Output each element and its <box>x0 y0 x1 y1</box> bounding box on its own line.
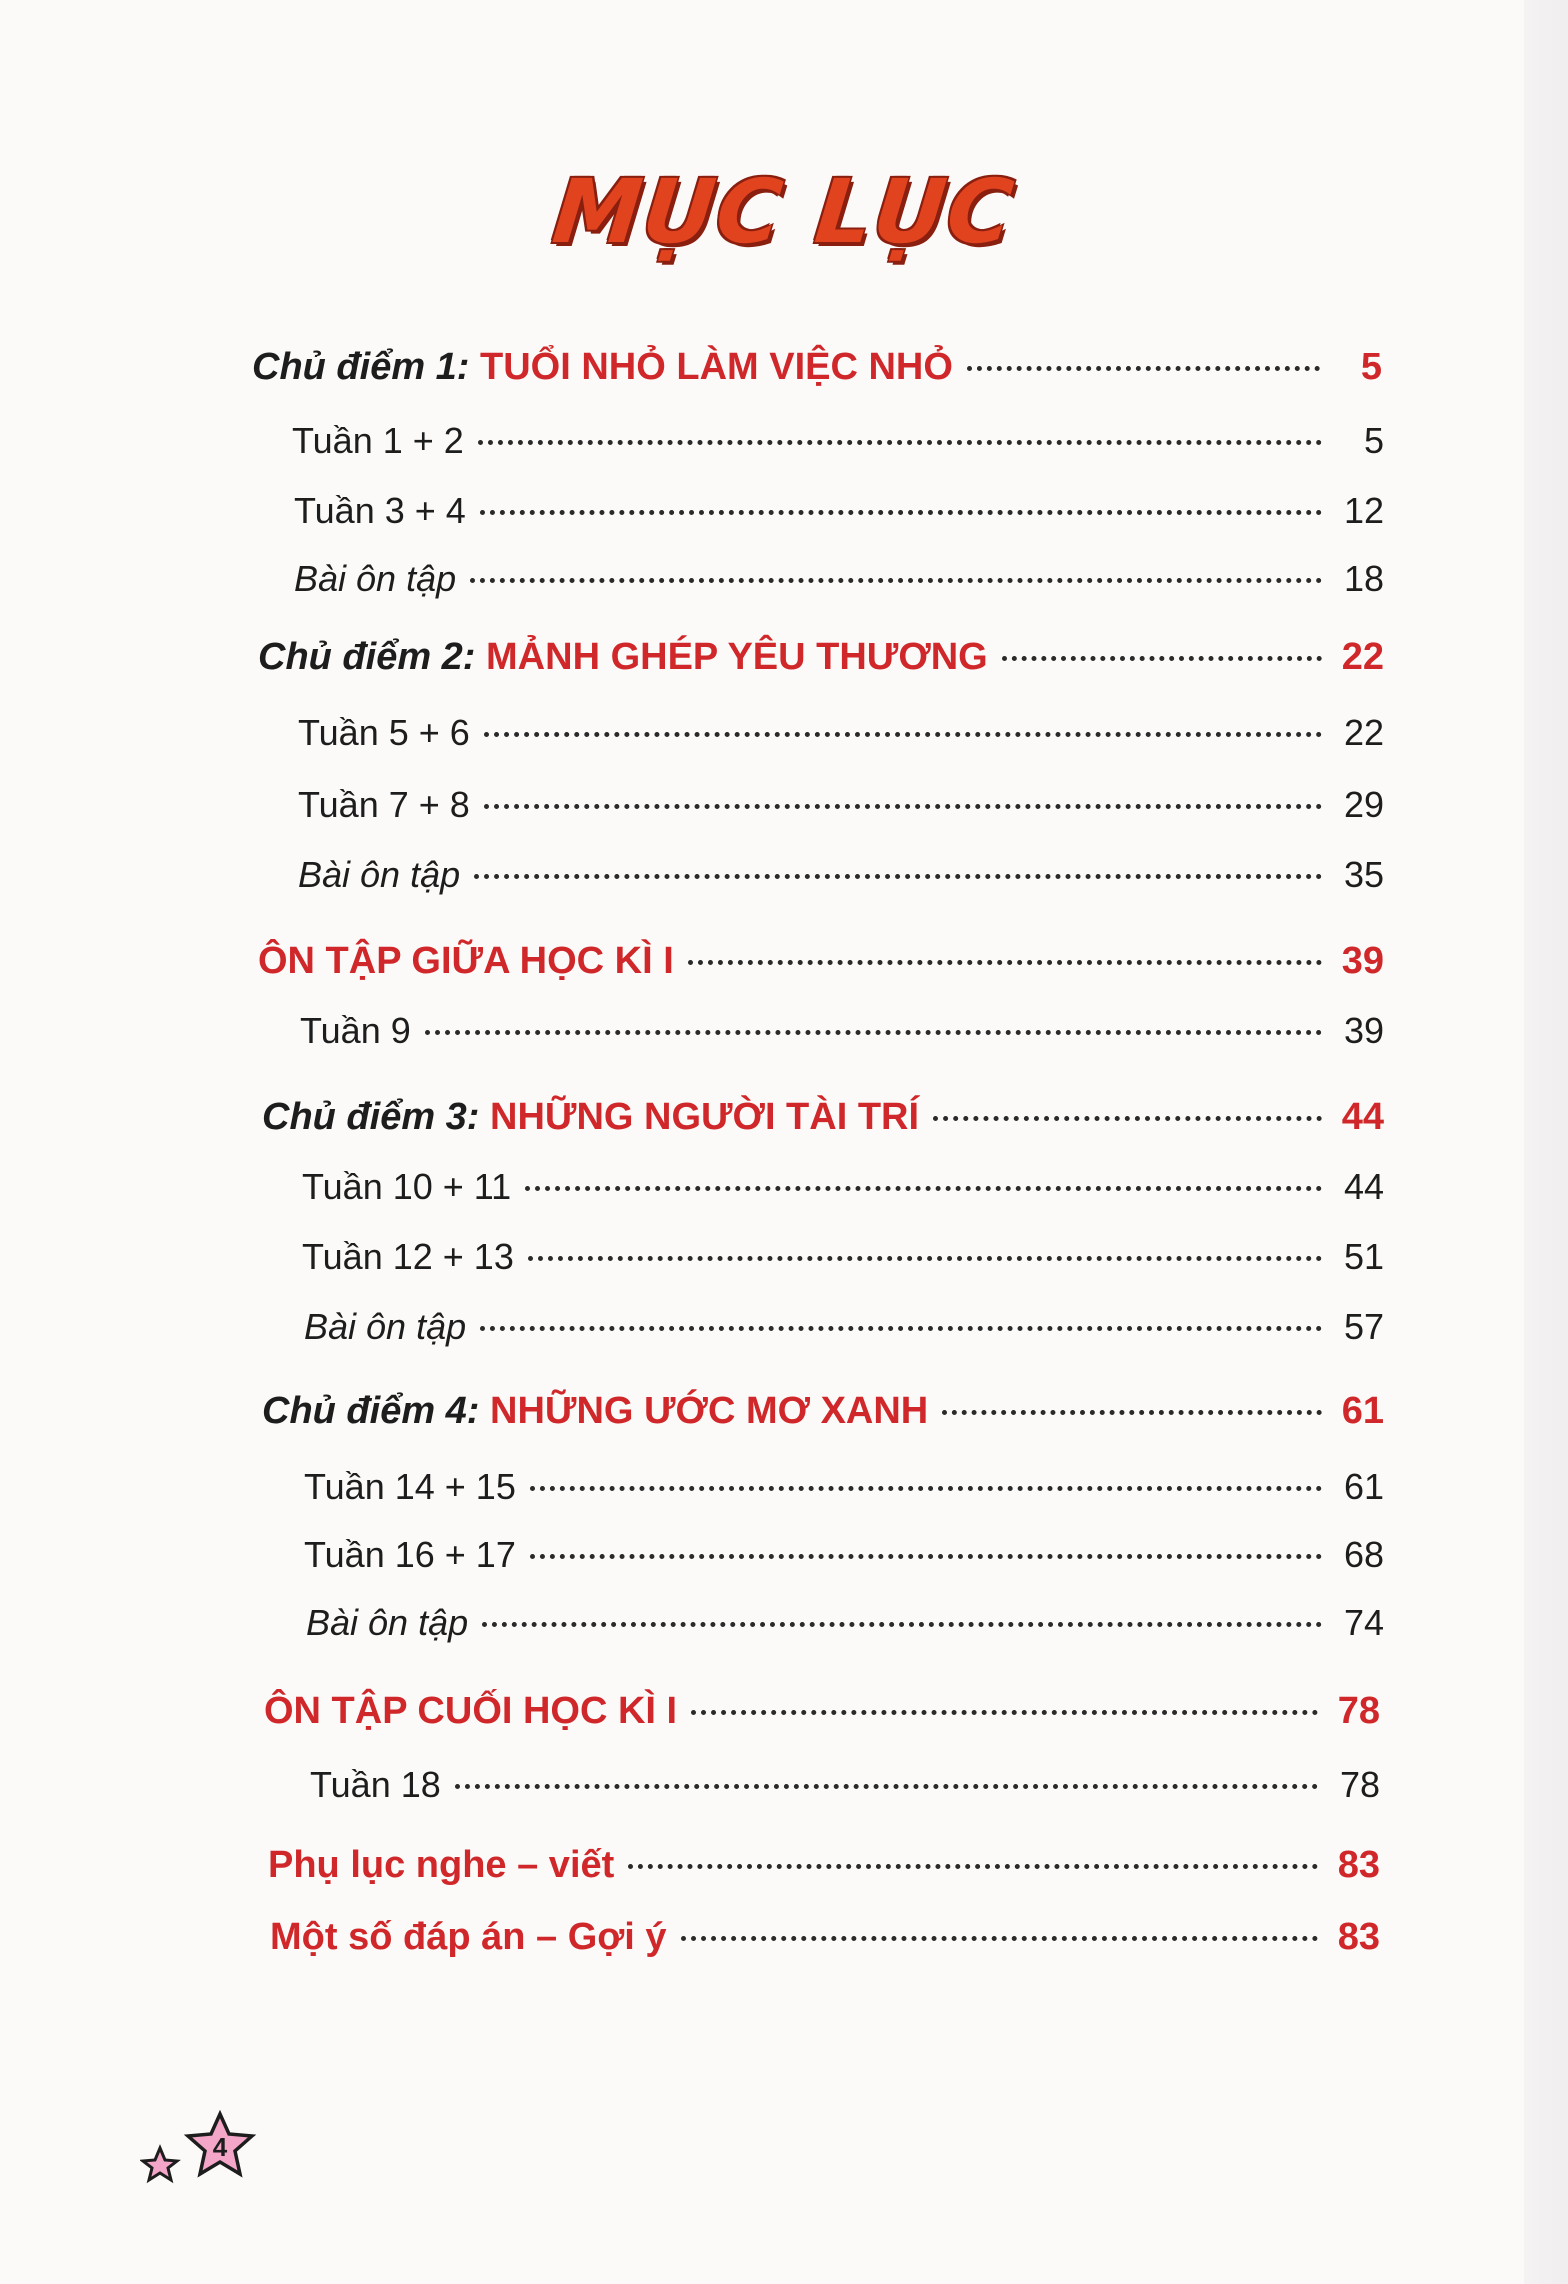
toc-entry[interactable] <box>298 784 1384 832</box>
page-number: 74 <box>1343 1602 1384 1643</box>
entry-label: Bài ôn tập <box>294 558 457 599</box>
dot-leader <box>942 1410 1322 1415</box>
chapter-name: ÔN TẬP GIỮA HỌC KÌ I <box>258 940 674 982</box>
chapter-name: Phụ lục nghe – viết <box>268 1844 615 1886</box>
page-number: 4 <box>212 2132 228 2162</box>
toc-entry[interactable] <box>304 1306 1384 1354</box>
page-edge <box>1524 0 1568 2284</box>
dot-leader <box>1002 656 1322 661</box>
page-number: 12 <box>1343 490 1384 531</box>
chapter-name: MẢNH GHÉP YÊU THƯƠNG <box>486 636 988 678</box>
entry-label: Tuần 12 + 13 <box>302 1236 514 1277</box>
dot-leader <box>480 1326 1322 1331</box>
toc-entry[interactable] <box>300 1010 1384 1058</box>
entry-label: Bài ôn tập <box>304 1306 467 1347</box>
entry-label: Tuần 10 + 11 <box>302 1166 512 1207</box>
toc-entry[interactable] <box>302 1236 1384 1284</box>
toc-entry[interactable] <box>294 490 1384 538</box>
page-number: 68 <box>1343 1534 1384 1575</box>
entry-label: Bài ôn tập <box>298 854 461 895</box>
toc-appendix-dictation[interactable] <box>268 1844 1380 1892</box>
dot-leader <box>628 1864 1318 1869</box>
page-number: 22 <box>1343 712 1384 753</box>
dot-leader <box>484 804 1322 809</box>
dot-leader <box>482 1622 1322 1627</box>
page-number: 44 <box>1343 1166 1384 1207</box>
page-number: 29 <box>1343 784 1384 825</box>
entry-label: Tuần 3 + 4 <box>294 490 466 531</box>
toc-entry[interactable] <box>294 558 1384 606</box>
dot-leader <box>474 874 1322 879</box>
chapter-name: TUỔI NHỎ LÀM VIỆC NHỎ <box>480 346 953 388</box>
chapter-prefix: Chủ điểm 1: <box>252 346 470 388</box>
chapter-name: NHỮNG ƯỚC MƠ XANH <box>490 1390 929 1432</box>
toc-entry[interactable] <box>298 712 1384 760</box>
page-title: MỤC LỤC <box>548 160 1020 263</box>
dot-leader <box>530 1486 1322 1491</box>
dot-leader <box>484 732 1322 737</box>
toc-appendix-answers[interactable] <box>270 1916 1380 1964</box>
dot-leader <box>688 960 1322 965</box>
page-number: 5 <box>1360 346 1382 388</box>
toc-entry[interactable] <box>306 1602 1384 1650</box>
chapter-name: ÔN TẬP CUỐI HỌC KÌ I <box>264 1690 678 1732</box>
toc-chapter-4[interactable] <box>262 1390 1384 1438</box>
entry-label: Tuần 1 + 2 <box>292 420 464 461</box>
entry-label: Tuần 18 <box>310 1764 441 1805</box>
page-number: 39 <box>1343 1010 1384 1051</box>
dot-leader <box>967 366 1320 371</box>
entry-label: Tuần 14 + 15 <box>304 1466 516 1507</box>
page-number: 83 <box>1337 1844 1380 1886</box>
toc-entry[interactable] <box>310 1764 1380 1812</box>
chapter-prefix: Chủ điểm 4: <box>262 1390 480 1432</box>
page-number: 44 <box>1341 1096 1384 1138</box>
toc-entry[interactable] <box>304 1534 1384 1582</box>
dot-leader <box>470 578 1322 583</box>
dot-leader <box>455 1784 1318 1789</box>
dot-leader <box>691 1710 1318 1715</box>
entry-label: Tuần 7 + 8 <box>298 784 470 825</box>
page-number: 78 <box>1337 1690 1380 1732</box>
page-number: 51 <box>1343 1236 1384 1277</box>
toc-review-final[interactable] <box>264 1690 1380 1738</box>
dot-leader <box>480 510 1322 515</box>
page-number: 78 <box>1339 1764 1380 1805</box>
dot-leader <box>933 1116 1322 1121</box>
chapter-prefix: Chủ điểm 3: <box>262 1096 480 1138</box>
page-number: 22 <box>1341 636 1384 678</box>
page-number: 18 <box>1343 558 1384 599</box>
toc-review-midterm[interactable] <box>258 940 1384 988</box>
page-number: 5 <box>1363 420 1384 461</box>
page-number: 39 <box>1341 940 1384 982</box>
dot-leader <box>681 1936 1318 1941</box>
dot-leader <box>530 1554 1322 1559</box>
page-number: 83 <box>1337 1916 1380 1958</box>
entry-label: Tuần 9 <box>300 1010 411 1051</box>
dot-leader <box>525 1186 1322 1191</box>
dot-leader <box>478 440 1322 445</box>
page-number: 57 <box>1343 1306 1384 1347</box>
toc-entry[interactable] <box>292 420 1384 468</box>
entry-label: Tuần 5 + 6 <box>298 712 470 753</box>
entry-label: Tuần 16 + 17 <box>304 1534 516 1575</box>
page-number: 61 <box>1343 1466 1384 1507</box>
toc-chapter-1[interactable] <box>252 346 1382 394</box>
page-number: 35 <box>1343 854 1384 895</box>
toc-entry[interactable] <box>302 1166 1384 1214</box>
chapter-name: NHỮNG NGƯỜI TÀI TRÍ <box>490 1096 920 1138</box>
toc-entry[interactable] <box>298 854 1384 902</box>
page-number-star-icon <box>140 2110 270 2190</box>
toc-chapter-3[interactable] <box>262 1096 1384 1144</box>
page-number: 61 <box>1341 1390 1384 1432</box>
dot-leader <box>528 1256 1322 1261</box>
chapter-name: Một số đáp án – Gợi ý <box>270 1916 667 1958</box>
toc-chapter-2[interactable] <box>258 636 1384 684</box>
entry-label: Bài ôn tập <box>306 1602 469 1643</box>
toc-entry[interactable] <box>304 1466 1384 1514</box>
dot-leader <box>425 1030 1322 1035</box>
chapter-prefix: Chủ điểm 2: <box>258 636 476 678</box>
small-star-icon <box>143 2148 177 2180</box>
